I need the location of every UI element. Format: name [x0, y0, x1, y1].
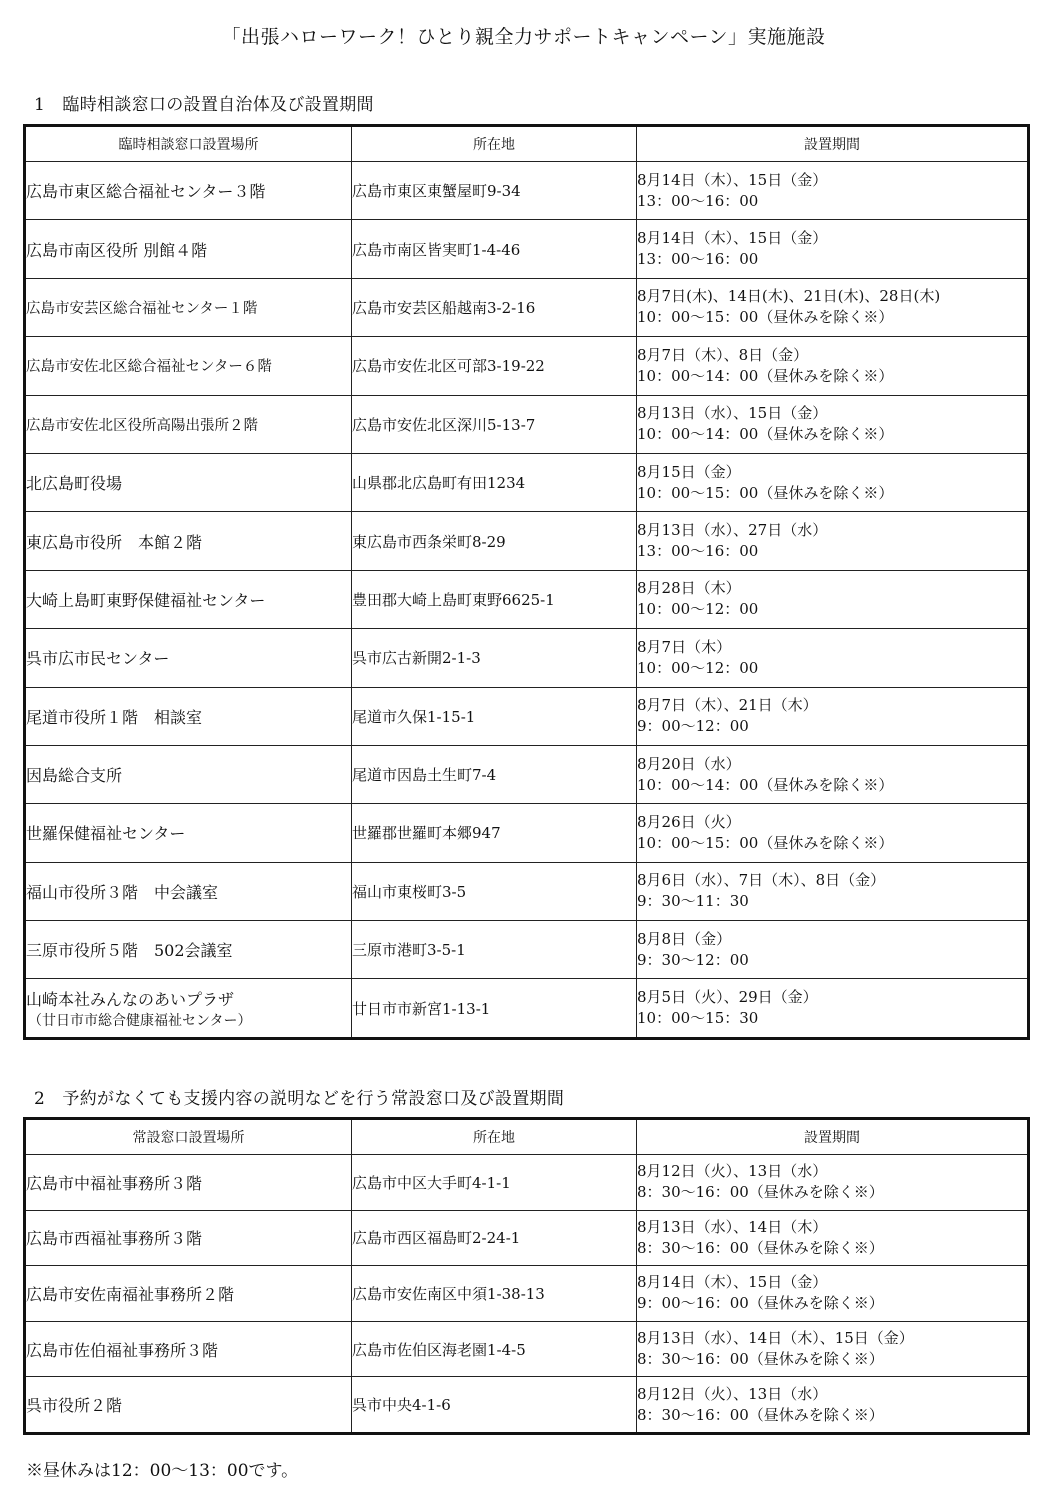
- period-hours: 10：00～14：00（昼休みを除く※）: [637, 425, 894, 444]
- lunch-break-note: ※昼休みは12：00～13：00です。: [26, 1461, 299, 1481]
- cell-period: [637, 1266, 1029, 1322]
- period-hours: 10：00～14：00（昼休みを除く※）: [637, 366, 894, 385]
- period-hours: 9：30～11：30: [637, 892, 749, 911]
- cell-address: 福山市東桜町3-5: [352, 862, 637, 920]
- cell-address: 広島市中区大手町4-1-1: [352, 1155, 637, 1211]
- period-hours: 10：00～14：00（昼休みを除く※）: [637, 775, 894, 794]
- period-hours: 10：00～15：30: [637, 1009, 759, 1028]
- section1-heading: 1 臨時相談窓口の設置自治体及び設置期間: [34, 95, 374, 115]
- place-name: 北広島町役場: [26, 474, 123, 494]
- permanent-counter-table: [23, 1117, 1030, 1435]
- period-dates: 8月13日（水）、27日（水）: [637, 521, 828, 540]
- period-hours: 10：00～15：00（昼休みを除く※）: [637, 308, 894, 327]
- cell-period: [637, 1321, 1029, 1377]
- place-name: 広島市西福祉事務所３階: [26, 1229, 203, 1249]
- table-header-row: [25, 1119, 1029, 1155]
- cell-period: [637, 629, 1029, 687]
- place-name: 尾道市役所１階 相談室: [26, 707, 203, 727]
- period-hours: 13：00～16：00: [637, 250, 759, 269]
- place-name: 大崎上島町東野保健福祉センター: [26, 590, 266, 610]
- cell-period: [637, 220, 1029, 278]
- header-place: 臨時相談窓口設置場所: [25, 126, 352, 162]
- table-row: [25, 570, 1029, 628]
- period-hours: 8：30～16：00（昼休みを除く※）: [637, 1350, 884, 1369]
- table-row: [25, 1377, 1029, 1434]
- period-hours: 8：30～16：00（昼休みを除く※）: [637, 1238, 884, 1257]
- period-hours: 9：00～12：00: [637, 717, 749, 736]
- table-row: [25, 1210, 1029, 1266]
- period-hours: 9：30～12：00: [637, 950, 749, 969]
- place-name: 広島市安佐北区役所高陽出張所２階: [26, 417, 258, 434]
- table-row: [25, 629, 1029, 687]
- cell-place: [25, 162, 352, 220]
- cell-period: [637, 1377, 1029, 1434]
- table-row: [25, 862, 1029, 920]
- place-name: 広島市中福祉事務所３階: [26, 1173, 203, 1193]
- table-row: [25, 395, 1029, 453]
- table-row: [25, 162, 1029, 220]
- table-row: [25, 1155, 1029, 1211]
- place-name: 山崎本社みんなのあいプラザ: [26, 989, 235, 1009]
- cell-address: 山県郡北広島町有田1234: [352, 453, 637, 511]
- cell-period: [637, 453, 1029, 511]
- temporary-counter-table: [23, 124, 1030, 1040]
- place-name: 広島市安芸区総合福祉センター１階: [26, 300, 258, 317]
- cell-place: [25, 862, 352, 920]
- cell-address: 三原市港町3-5-1: [352, 921, 637, 979]
- table-row: [25, 1321, 1029, 1377]
- cell-address: 広島市南区皆実町1-4-46: [352, 220, 637, 278]
- period-hours: 10：00～15：00（昼休みを除く※）: [637, 483, 894, 502]
- period-dates: 8月15日（金）: [637, 462, 741, 481]
- table-row: [25, 979, 1029, 1038]
- place-subname: （廿日市市総合健康福祉センター）: [28, 1012, 252, 1029]
- cell-address: 尾道市久保1-15-1: [352, 687, 637, 745]
- cell-address: 広島市西区福島町2-24-1: [352, 1210, 637, 1266]
- cell-period: [637, 512, 1029, 570]
- period-dates: 8月13日（水）、14日（木）、15日（金）: [637, 1329, 914, 1348]
- place-name: 広島市安佐南福祉事務所２階: [26, 1284, 235, 1304]
- cell-address: 広島市東区東蟹屋町9-34: [352, 162, 637, 220]
- cell-place: [25, 337, 352, 395]
- cell-address: 呉市広古新開2-1-3: [352, 629, 637, 687]
- cell-period: [637, 395, 1029, 453]
- header-address: 所在地: [352, 126, 637, 162]
- period-dates: 8月14日（木）、15日（金）: [637, 1273, 828, 1292]
- cell-address: 豊田郡大崎上島町東野6625-1: [352, 570, 637, 628]
- cell-period: [637, 862, 1029, 920]
- period-hours: 13：00～16：00: [637, 542, 759, 561]
- cell-address: 廿日市市新宮1-13-1: [352, 979, 637, 1038]
- place-name: 広島市安佐北区総合福祉センター６階: [26, 359, 272, 376]
- cell-place: [25, 512, 352, 570]
- period-dates: 8月14日（木）、15日（金）: [637, 229, 828, 248]
- cell-address: 東広島市西条栄町8-29: [352, 512, 637, 570]
- period-dates: 8月5日（火）、29日（金）: [637, 988, 818, 1007]
- cell-address: 広島市安芸区船越南3-2-16: [352, 278, 637, 336]
- period-dates: 8月12日（火）、13日（水）: [637, 1384, 828, 1403]
- cell-place: [25, 1266, 352, 1322]
- table-row: [25, 921, 1029, 979]
- place-name: 因島総合支所: [26, 766, 123, 786]
- cell-period: [637, 278, 1029, 336]
- cell-address: 尾道市因島土生町7-4: [352, 745, 637, 803]
- period-dates: 8月13日（水）、15日（金）: [637, 404, 828, 423]
- table-row: [25, 687, 1029, 745]
- cell-address: 広島市安佐北区深川5-13-7: [352, 395, 637, 453]
- period-dates: 8月12日（火）、13日（水）: [637, 1162, 828, 1181]
- table-row: [25, 337, 1029, 395]
- cell-address: 広島市安佐南区中須1-38-13: [352, 1266, 637, 1322]
- header-address: 所在地: [352, 1119, 637, 1155]
- cell-address: 広島市佐伯区海老園1-4-5: [352, 1321, 637, 1377]
- table-row: [25, 804, 1029, 862]
- place-name: 呉市広市民センター: [26, 649, 170, 669]
- place-name: 広島市佐伯福祉事務所３階: [26, 1340, 219, 1360]
- cell-address: 広島市安佐北区可部3-19-22: [352, 337, 637, 395]
- table-row: [25, 278, 1029, 336]
- cell-period: [637, 804, 1029, 862]
- cell-period: [637, 921, 1029, 979]
- period-hours: 8：30～16：00（昼休みを除く※）: [637, 1405, 884, 1424]
- period-dates: 8月7日（木）、21日（木）: [637, 696, 818, 715]
- period-dates: 8月8日（金）: [637, 929, 732, 948]
- header-place: 常設窓口設置場所: [25, 1119, 352, 1155]
- table-row: [25, 745, 1029, 803]
- cell-place: [25, 1321, 352, 1377]
- cell-place: [25, 1377, 352, 1434]
- cell-period: [637, 979, 1029, 1038]
- table-row: [25, 220, 1029, 278]
- period-dates: 8月6日（水）、7日（木）、8日（金）: [637, 871, 886, 890]
- place-name: 広島市南区役所 別館４階: [26, 240, 208, 260]
- cell-place: [25, 1210, 352, 1266]
- cell-period: [637, 1155, 1029, 1211]
- period-hours: 10：00～15：00（昼休みを除く※）: [637, 833, 894, 852]
- cell-place: [25, 921, 352, 979]
- place-name: 世羅保健福祉センター: [26, 824, 186, 844]
- cell-place: [25, 804, 352, 862]
- period-dates: 8月14日（木）、15日（金）: [637, 170, 828, 189]
- section2-heading: 2 予約がなくても支援内容の説明などを行う常設窓口及び設置期間: [34, 1089, 565, 1109]
- table-row: [25, 453, 1029, 511]
- table-row: [25, 512, 1029, 570]
- cell-period: [637, 745, 1029, 803]
- cell-place: [25, 395, 352, 453]
- cell-place: [25, 1155, 352, 1211]
- place-name: 東広島市役所 本館２階: [26, 532, 203, 552]
- place-name: 呉市役所２階: [26, 1396, 123, 1416]
- period-hours: 13：00～16：00: [637, 191, 759, 210]
- period-hours: 8：30～16：00（昼休みを除く※）: [637, 1183, 884, 1202]
- page-title: 「出張ハローワーク！ひとり親全力サポートキャンペーン」実施施設: [221, 26, 826, 48]
- cell-place: [25, 629, 352, 687]
- cell-period: [637, 337, 1029, 395]
- period-dates: 8月7日（木）、8日（金）: [637, 345, 809, 364]
- header-period: 設置期間: [637, 1119, 1029, 1155]
- period-dates: 8月7日（木）: [637, 637, 732, 656]
- cell-period: [637, 570, 1029, 628]
- cell-place: [25, 979, 352, 1038]
- place-name: 三原市役所５階 502会議室: [26, 941, 233, 961]
- cell-address: 呉市中央4-1-6: [352, 1377, 637, 1434]
- table-row: [25, 1266, 1029, 1322]
- period-dates: 8月26日（火）: [637, 812, 741, 831]
- cell-place: [25, 453, 352, 511]
- table-header-row: [25, 126, 1029, 162]
- place-name: 福山市役所３階 中会議室: [26, 882, 219, 902]
- cell-place: [25, 687, 352, 745]
- cell-place: [25, 278, 352, 336]
- cell-period: [637, 162, 1029, 220]
- cell-period: [637, 687, 1029, 745]
- cell-address: 世羅郡世羅町本郷947: [352, 804, 637, 862]
- period-hours: 9：00～16：00（昼休みを除く※）: [637, 1294, 884, 1313]
- period-hours: 10：00～12：00: [637, 600, 759, 619]
- place-name: 広島市東区総合福祉センター３階: [26, 182, 266, 202]
- period-hours: 10：00～12：00: [637, 658, 759, 677]
- cell-place: [25, 570, 352, 628]
- cell-place: [25, 745, 352, 803]
- cell-place: [25, 220, 352, 278]
- header-period: 設置期間: [637, 126, 1029, 162]
- period-dates: 8月13日（水）、14日（木）: [637, 1217, 828, 1236]
- cell-period: [637, 1210, 1029, 1266]
- period-dates: 8月20日（水）: [637, 754, 741, 773]
- period-dates: 8月7日(木)、14日(木)、21日(木)、28日(木): [637, 287, 941, 306]
- period-dates: 8月28日（木）: [637, 579, 741, 598]
